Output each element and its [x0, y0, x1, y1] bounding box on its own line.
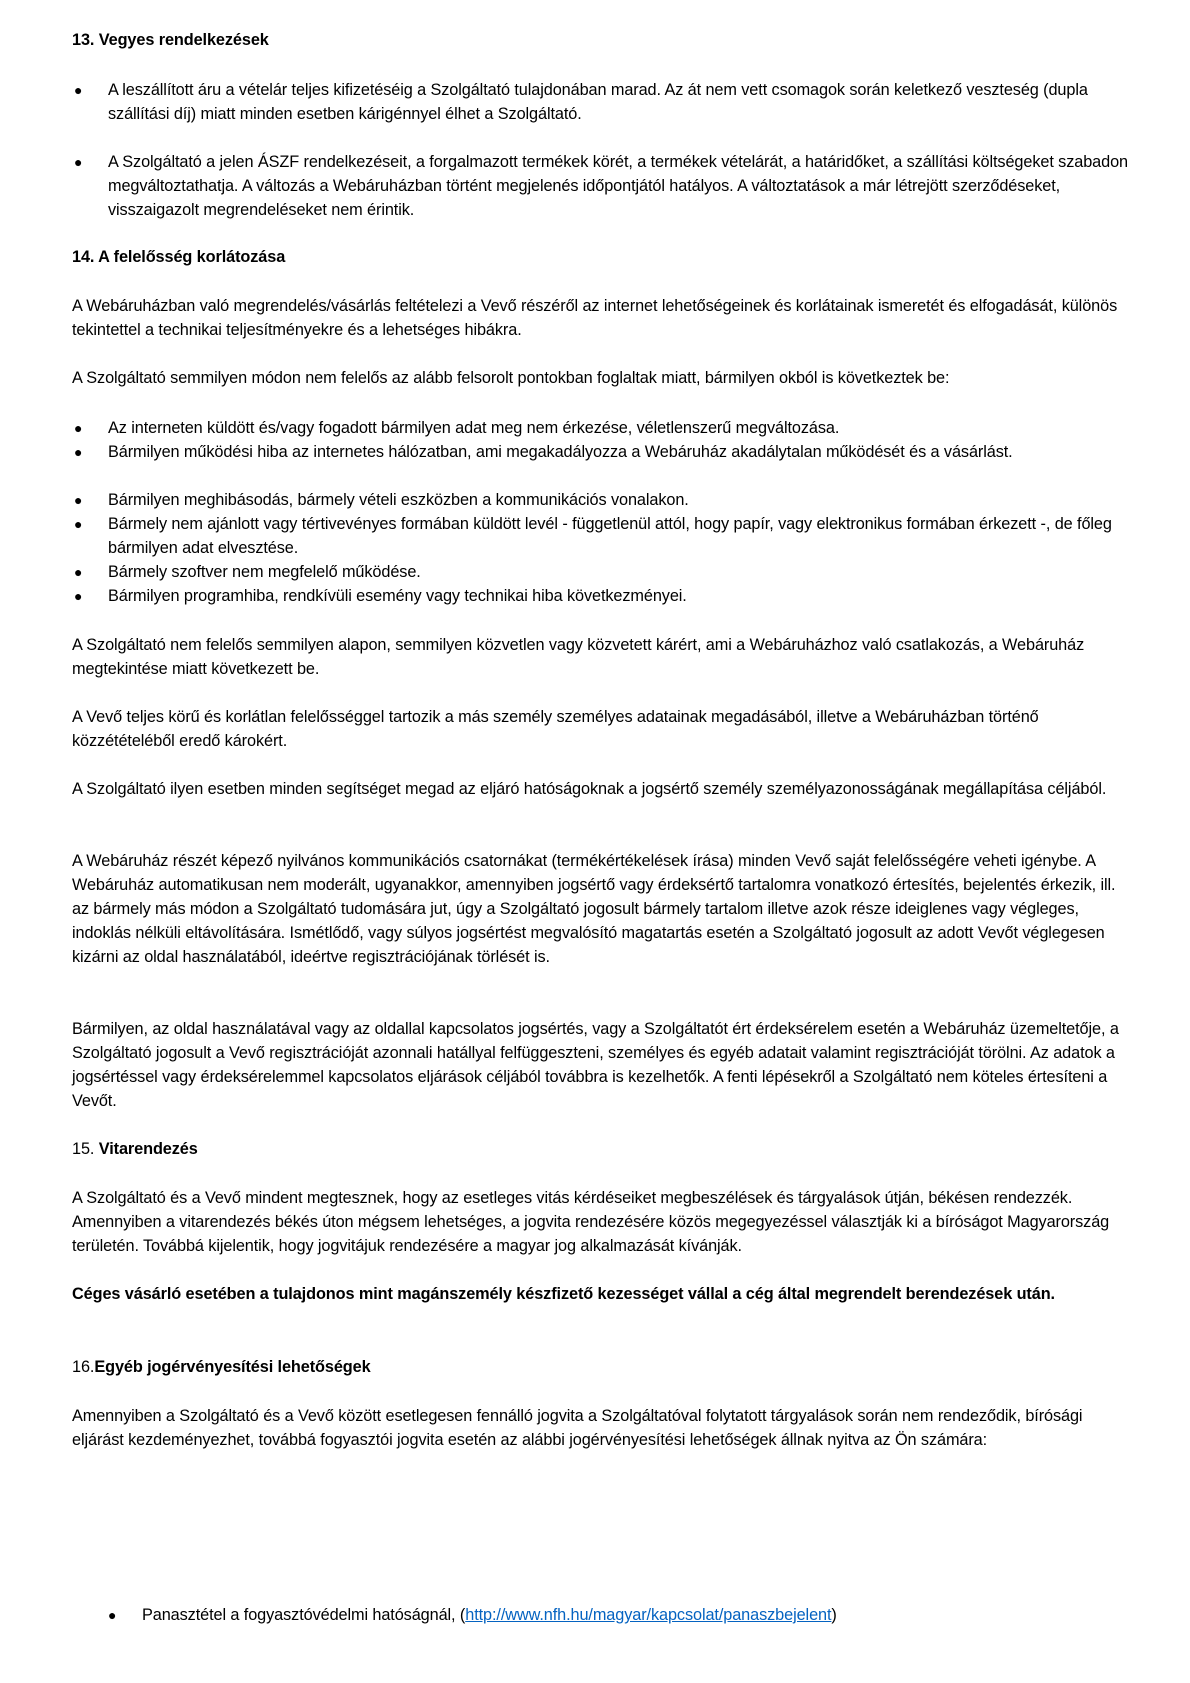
section-16-heading	[72, 1355, 1132, 1379]
bullet-text: Bármely nem ajánlott vagy tértivevényes formában küldött levél - függetlenül attól, hogy papír, vagy elektronikus formában érkezett -, de főleg bármilyen adat elvesztése.	[108, 515, 1112, 557]
bullet-icon: ●	[74, 82, 83, 98]
section-number: 16.	[72, 1358, 95, 1376]
bullet-text: Bármilyen programhiba, rendkívüli esemény vagy technikai hiba következményei.	[108, 587, 687, 605]
bullet-suffix: )	[831, 1606, 837, 1624]
bullet-text: Az interneten küldött és/vagy fogadott bármilyen adat meg nem érkezése, véletlenszerű megváltozása.	[108, 419, 840, 437]
list-item	[72, 488, 1132, 512]
bold-note: Céges vásárló esetében a tulajdonos mint magánszemély készfizető kezességet vállal a cég által megrendelt berendezések után.	[72, 1285, 1055, 1303]
list-item	[72, 440, 1132, 464]
paragraph: A Szolgáltató nem felelős semmilyen alapon, semmilyen közvetlen vagy közvetett kárért, ami a Webáruházhoz való csatlakozás, a Webáruház megtekintése miatt következett be.	[72, 636, 1085, 678]
section-number: 15.	[72, 1140, 99, 1158]
paragraph: A Webáruház részét képező nyilvános kommunikációs csatornákat (termékértékelések írása) minden Vevő saját felelősségére veheti igénybe. A Webáruház automatikusan nem moderált, ugyanakkor, amennyiben jogsértő vagy érdeksértő tartalomra vonatkozó értesítés, bejelentés érkezik, ill. az bármely más módon a Szolgáltató tudomására jut, úgy a Szolgáltató jogosult bármely tartalom illetve azok része ideiglenes vagy végleges, indoklás nélküli eltávolítására. Ismétlődő, vagy súlyos jogsértést megvalósító magatartás esetén a Szolgáltató jogosult az adott Vevőt véglegesen kizárni az oldal használatából, ideértve regisztrációjának törlését is.	[72, 852, 1116, 966]
section-15-heading	[72, 1137, 1132, 1161]
paragraph: A Szolgáltató ilyen esetben minden segítséget megad az eljáró hatóságoknak a jogsértő személy személyazonosságának megállapítása céljából.	[72, 780, 1107, 798]
list-item	[72, 416, 1132, 440]
nfh-complaint-link[interactable]: http://www.nfh.hu/magyar/kapcsolat/panaszbejelent	[465, 1606, 832, 1624]
section-13-heading: 13. Vegyes rendelkezések	[72, 31, 269, 49]
bullet-icon: ●	[74, 420, 83, 436]
paragraph: A Webáruházban való megrendelés/vásárlás feltételezi a Vevő részéről az internet lehetőségeinek és korlátainak ismeretét és elfogadását, különös tekintettel a technikai teljesítményekre és a lehetséges hibákra.	[72, 297, 1118, 339]
bullet-text: A Szolgáltató a jelen ÁSZF rendelkezéseit, a forgalmazott termékek körét, a termékek vételárát, a határidőket, a szállítási költségeket szabadon megváltoztathatja. A változás a Webáruházban történt megjelenés időpontjától hatályos. A változtatások a már létrejött szerződéseket, visszaigazolt megrendeléseket nem érintik.	[108, 153, 1128, 219]
list-item	[106, 1603, 1106, 1627]
paragraph: A Szolgáltató semmilyen módon nem felelős az alább felsorolt pontokban foglaltak miatt, bármilyen okból is következtek be:	[72, 369, 950, 387]
bullet-icon: ●	[74, 588, 83, 604]
paragraph: Amennyiben a Szolgáltató és a Vevő között esetlegesen fennálló jogvita a Szolgáltatóval folytatott tárgyalások során nem rendeződik, bírósági eljárást kezdeményezhet, továbbá fogyasztói jogvita esetén az alábbi jogérvényesítési lehetőségek állnak nyitva az Ön számára:	[72, 1407, 1083, 1449]
bullet-text: Bármely szoftver nem megfelelő működése.	[108, 563, 421, 581]
paragraph: A Vevő teljes körű és korlátlan felelősséggel tartozik a más személy személyes adatainak megadásából, illetve a Webáruházban történő közzétételéből eredő károkért.	[72, 708, 1039, 750]
bullet-prefix: Panasztétel a fogyasztóvédelmi hatóságnál, (	[142, 1606, 466, 1624]
paragraph: A Szolgáltató és a Vevő mindent megtesznek, hogy az esetleges vitás kérdéseiket megbeszélések és tárgyalások útján, békésen rendezzék. Amennyiben a vitarendezés békés úton mégsem lehetséges, a jogvita rendezésére közös megegyezéssel választják ki a bíróságot Magyarország területén. Továbbá kijelentik, hogy jogvitájuk rendezésére a magyar jog alkalmazását kívánják.	[72, 1189, 1110, 1255]
section-14-heading: 14. A felelősség korlátozása	[72, 248, 286, 266]
bullet-icon: ●	[74, 492, 83, 508]
bullet-text: Bármilyen meghibásodás, bármely vételi eszközben a kommunikációs vonalakon.	[108, 491, 689, 509]
section-title: Egyéb jogérvényesítési lehetőségek	[94, 1358, 371, 1376]
bullet-icon: ●	[74, 444, 83, 460]
section-title: Vitarendezés	[98, 1140, 198, 1158]
list-item	[72, 78, 1132, 126]
paragraph: Bármilyen, az oldal használatával vagy az oldallal kapcsolatos jogsértés, vagy a Szolgáltatót ért érdeksérelem esetén a Webáruház üzemeltetője, a Szolgáltató jogosult a Vevő regisztrációját azonnali hatállyal felfüggeszteni, személyes és egyéb adatait valamint regisztrációját törölni. Az adatok a jogsértéssel vagy érdeksérelemmel kapcsolatos eljárások céljából továbbra is kezelhetők. A fenti lépésekről a Szolgáltató nem köteles értesíteni a Vevőt.	[72, 1020, 1119, 1110]
list-item	[72, 150, 1132, 222]
bullet-icon: ●	[74, 516, 83, 532]
bullet-text: A leszállított áru a vételár teljes kifizetéséig a Szolgáltató tulajdonában marad. Az át nem vett csomagok során keletkező veszteség (dupla szállítási díj) miatt minden esetben kárigénnyel élhet a Szolgáltató.	[108, 81, 1088, 123]
list-item	[72, 560, 1132, 584]
list-item	[72, 584, 1132, 608]
bullet-text: Bármilyen működési hiba az internetes hálózatban, ami megakadályozza a Webáruház akadálytalan működését és a vásárlást.	[108, 443, 1013, 461]
bullet-icon: ●	[74, 154, 83, 170]
bullet-icon: ●	[108, 1607, 117, 1623]
bullet-icon: ●	[74, 564, 83, 580]
list-item	[72, 512, 1132, 560]
bullet-text	[142, 1603, 1106, 1627]
